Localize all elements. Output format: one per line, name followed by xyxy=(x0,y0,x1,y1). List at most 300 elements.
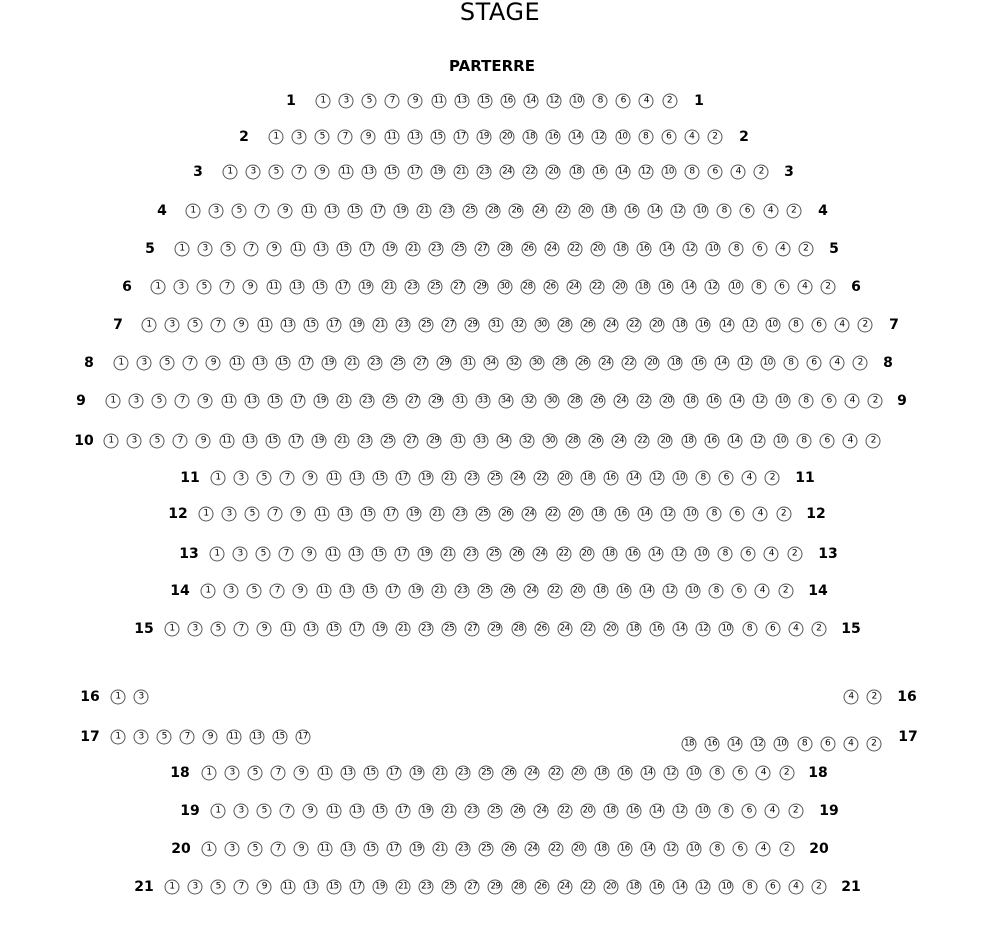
seat-row-1-6[interactable]: 6 xyxy=(616,94,631,109)
seat-row-15-23[interactable]: 23 xyxy=(419,622,434,637)
seat-row-10-2[interactable]: 2 xyxy=(866,434,881,449)
seat-row-19-24[interactable]: 24 xyxy=(534,804,549,819)
seat-row-11-6[interactable]: 6 xyxy=(719,471,734,486)
seat-row-3-12[interactable]: 12 xyxy=(638,165,653,180)
seat-row-9-14[interactable]: 14 xyxy=(729,394,744,409)
seat-row-10-30[interactable]: 30 xyxy=(542,434,557,449)
seat-row-20-9[interactable]: 9 xyxy=(294,842,309,857)
seat-row-5-23[interactable]: 23 xyxy=(429,242,444,257)
seat-row-10-9[interactable]: 9 xyxy=(196,434,211,449)
seat-row-20-12[interactable]: 12 xyxy=(664,842,679,857)
seat-row-14-14[interactable]: 14 xyxy=(639,584,654,599)
seat-row-14-18[interactable]: 18 xyxy=(593,584,608,599)
seat-row-12-15[interactable]: 15 xyxy=(360,507,375,522)
seat-row-4-18[interactable]: 18 xyxy=(601,204,616,219)
seat-row-8-3[interactable]: 3 xyxy=(137,356,152,371)
seat-row-8-28[interactable]: 28 xyxy=(552,356,567,371)
seat-row-8-21[interactable]: 21 xyxy=(345,356,360,371)
seat-row-4-19[interactable]: 19 xyxy=(393,204,408,219)
seat-row-14-25[interactable]: 25 xyxy=(478,584,493,599)
seat-row-18-17[interactable]: 17 xyxy=(386,766,401,781)
seat-row-9-33[interactable]: 33 xyxy=(475,394,490,409)
seat-row-13-18[interactable]: 18 xyxy=(602,547,617,562)
seat-row-19-2[interactable]: 2 xyxy=(788,804,803,819)
seat-row-17-10[interactable]: 10 xyxy=(774,737,789,752)
seat-row-5-5[interactable]: 5 xyxy=(221,242,236,257)
seat-row-15-18[interactable]: 18 xyxy=(627,622,642,637)
seat-row-21-24[interactable]: 24 xyxy=(557,880,572,895)
seat-row-21-4[interactable]: 4 xyxy=(788,880,803,895)
seat-row-12-9[interactable]: 9 xyxy=(291,507,306,522)
seat-row-12-4[interactable]: 4 xyxy=(753,507,768,522)
seat-row-21-8[interactable]: 8 xyxy=(742,880,757,895)
seat-row-17-1[interactable]: 1 xyxy=(111,730,126,745)
seat-row-7-28[interactable]: 28 xyxy=(557,318,572,333)
seat-row-17-16[interactable]: 16 xyxy=(705,737,720,752)
seat-row-11-24[interactable]: 24 xyxy=(511,471,526,486)
seat-row-11-13[interactable]: 13 xyxy=(349,471,364,486)
seat-row-6-14[interactable]: 14 xyxy=(682,280,697,295)
seat-row-21-6[interactable]: 6 xyxy=(765,880,780,895)
seat-row-15-15[interactable]: 15 xyxy=(326,622,341,637)
seat-row-4-23[interactable]: 23 xyxy=(440,204,455,219)
seat-row-8-34[interactable]: 34 xyxy=(483,356,498,371)
seat-row-1-1[interactable]: 1 xyxy=(316,94,331,109)
seat-row-14-10[interactable]: 10 xyxy=(686,584,701,599)
seat-row-5-8[interactable]: 8 xyxy=(729,242,744,257)
seat-row-17-17[interactable]: 17 xyxy=(295,730,310,745)
seat-row-11-14[interactable]: 14 xyxy=(626,471,641,486)
seat-row-15-20[interactable]: 20 xyxy=(603,622,618,637)
seat-row-9-6[interactable]: 6 xyxy=(822,394,837,409)
seat-row-20-15[interactable]: 15 xyxy=(363,842,378,857)
seat-row-19-11[interactable]: 11 xyxy=(326,804,341,819)
seat-row-4-12[interactable]: 12 xyxy=(671,204,686,219)
seat-row-6-4[interactable]: 4 xyxy=(797,280,812,295)
seat-row-14-13[interactable]: 13 xyxy=(339,584,354,599)
seat-row-10-20[interactable]: 20 xyxy=(658,434,673,449)
seat-row-8-11[interactable]: 11 xyxy=(229,356,244,371)
seat-row-6-12[interactable]: 12 xyxy=(705,280,720,295)
seat-row-14-20[interactable]: 20 xyxy=(570,584,585,599)
seat-row-6-10[interactable]: 10 xyxy=(728,280,743,295)
seat-row-1-11[interactable]: 11 xyxy=(431,94,446,109)
seat-row-14-24[interactable]: 24 xyxy=(524,584,539,599)
seat-row-11-1[interactable]: 1 xyxy=(211,471,226,486)
seat-row-4-28[interactable]: 28 xyxy=(486,204,501,219)
seat-row-18-12[interactable]: 12 xyxy=(664,766,679,781)
seat-row-12-19[interactable]: 19 xyxy=(406,507,421,522)
seat-row-5-11[interactable]: 11 xyxy=(290,242,305,257)
seat-row-12-26[interactable]: 26 xyxy=(499,507,514,522)
seat-row-17-6[interactable]: 6 xyxy=(820,737,835,752)
seat-row-9-11[interactable]: 11 xyxy=(221,394,236,409)
seat-row-9-9[interactable]: 9 xyxy=(198,394,213,409)
seat-row-13-15[interactable]: 15 xyxy=(371,547,386,562)
seat-row-10-1[interactable]: 1 xyxy=(104,434,119,449)
seat-row-5-20[interactable]: 20 xyxy=(590,242,605,257)
seat-row-7-16[interactable]: 16 xyxy=(696,318,711,333)
seat-row-17-3[interactable]: 3 xyxy=(134,730,149,745)
seat-row-19-5[interactable]: 5 xyxy=(257,804,272,819)
seat-row-18-5[interactable]: 5 xyxy=(248,766,263,781)
seat-row-4-26[interactable]: 26 xyxy=(509,204,524,219)
seat-row-3-10[interactable]: 10 xyxy=(661,165,676,180)
seat-row-9-3[interactable]: 3 xyxy=(129,394,144,409)
seat-row-2-16[interactable]: 16 xyxy=(546,130,561,145)
seat-row-13-16[interactable]: 16 xyxy=(625,547,640,562)
seat-row-18-13[interactable]: 13 xyxy=(340,766,355,781)
seat-row-5-6[interactable]: 6 xyxy=(752,242,767,257)
seat-row-18-7[interactable]: 7 xyxy=(271,766,286,781)
seat-row-7-1[interactable]: 1 xyxy=(142,318,157,333)
seat-row-4-2[interactable]: 2 xyxy=(786,204,801,219)
seat-row-1-9[interactable]: 9 xyxy=(408,94,423,109)
seat-row-6-13[interactable]: 13 xyxy=(289,280,304,295)
seat-row-20-14[interactable]: 14 xyxy=(640,842,655,857)
seat-row-7-31[interactable]: 31 xyxy=(488,318,503,333)
seat-row-2-8[interactable]: 8 xyxy=(638,130,653,145)
seat-row-14-12[interactable]: 12 xyxy=(663,584,678,599)
seat-row-6-25[interactable]: 25 xyxy=(428,280,443,295)
seat-row-7-29[interactable]: 29 xyxy=(465,318,480,333)
seat-row-9-24[interactable]: 24 xyxy=(614,394,629,409)
seat-row-11-18[interactable]: 18 xyxy=(580,471,595,486)
seat-row-5-19[interactable]: 19 xyxy=(382,242,397,257)
seat-row-12-21[interactable]: 21 xyxy=(430,507,445,522)
seat-row-9-22[interactable]: 22 xyxy=(637,394,652,409)
seat-row-12-13[interactable]: 13 xyxy=(337,507,352,522)
seat-row-2-18[interactable]: 18 xyxy=(523,130,538,145)
seat-row-20-23[interactable]: 23 xyxy=(456,842,471,857)
seat-row-5-16[interactable]: 16 xyxy=(637,242,652,257)
seat-row-1-4[interactable]: 4 xyxy=(639,94,654,109)
seat-row-8-6[interactable]: 6 xyxy=(807,356,822,371)
seat-row-18-23[interactable]: 23 xyxy=(456,766,471,781)
seat-row-2-9[interactable]: 9 xyxy=(361,130,376,145)
seat-row-19-22[interactable]: 22 xyxy=(557,804,572,819)
seat-row-3-15[interactable]: 15 xyxy=(384,165,399,180)
seat-row-10-33[interactable]: 33 xyxy=(473,434,488,449)
seat-row-1-2[interactable]: 2 xyxy=(662,94,677,109)
seat-row-9-26[interactable]: 26 xyxy=(591,394,606,409)
seat-row-3-23[interactable]: 23 xyxy=(477,165,492,180)
seat-row-21-15[interactable]: 15 xyxy=(326,880,341,895)
seat-row-10-17[interactable]: 17 xyxy=(288,434,303,449)
seat-row-9-19[interactable]: 19 xyxy=(313,394,328,409)
seat-row-10-32[interactable]: 32 xyxy=(519,434,534,449)
seat-row-3-7[interactable]: 7 xyxy=(292,165,307,180)
seat-row-4-4[interactable]: 4 xyxy=(763,204,778,219)
seat-row-12-14[interactable]: 14 xyxy=(637,507,652,522)
seat-row-1-5[interactable]: 5 xyxy=(362,94,377,109)
seat-row-7-3[interactable]: 3 xyxy=(165,318,180,333)
seat-row-12-23[interactable]: 23 xyxy=(453,507,468,522)
seat-row-7-24[interactable]: 24 xyxy=(604,318,619,333)
seat-row-11-7[interactable]: 7 xyxy=(280,471,295,486)
seat-row-10-12[interactable]: 12 xyxy=(750,434,765,449)
seat-row-12-12[interactable]: 12 xyxy=(661,507,676,522)
seat-row-5-1[interactable]: 1 xyxy=(175,242,190,257)
seat-row-14-15[interactable]: 15 xyxy=(362,584,377,599)
seat-row-8-29[interactable]: 29 xyxy=(437,356,452,371)
seat-row-9-4[interactable]: 4 xyxy=(845,394,860,409)
seat-row-9-21[interactable]: 21 xyxy=(337,394,352,409)
seat-row-15-13[interactable]: 13 xyxy=(303,622,318,637)
seat-row-11-17[interactable]: 17 xyxy=(395,471,410,486)
seat-row-1-7[interactable]: 7 xyxy=(385,94,400,109)
seat-row-17-5[interactable]: 5 xyxy=(157,730,172,745)
seat-row-21-20[interactable]: 20 xyxy=(603,880,618,895)
seat-row-7-27[interactable]: 27 xyxy=(442,318,457,333)
seat-row-8-19[interactable]: 19 xyxy=(321,356,336,371)
seat-row-11-20[interactable]: 20 xyxy=(557,471,572,486)
seat-row-3-8[interactable]: 8 xyxy=(685,165,700,180)
seat-row-11-15[interactable]: 15 xyxy=(372,471,387,486)
seat-row-7-11[interactable]: 11 xyxy=(257,318,272,333)
seat-row-10-27[interactable]: 27 xyxy=(404,434,419,449)
seat-row-1-14[interactable]: 14 xyxy=(523,94,538,109)
seat-row-3-20[interactable]: 20 xyxy=(546,165,561,180)
seat-row-1-13[interactable]: 13 xyxy=(454,94,469,109)
seat-row-20-22[interactable]: 22 xyxy=(548,842,563,857)
seat-row-2-13[interactable]: 13 xyxy=(407,130,422,145)
seat-row-17-15[interactable]: 15 xyxy=(272,730,287,745)
seat-row-18-11[interactable]: 11 xyxy=(317,766,332,781)
seat-row-7-14[interactable]: 14 xyxy=(719,318,734,333)
seat-row-10-26[interactable]: 26 xyxy=(589,434,604,449)
seat-row-9-34[interactable]: 34 xyxy=(498,394,513,409)
seat-row-10-22[interactable]: 22 xyxy=(635,434,650,449)
seat-row-9-1[interactable]: 1 xyxy=(106,394,121,409)
seat-row-9-7[interactable]: 7 xyxy=(175,394,190,409)
seat-row-10-28[interactable]: 28 xyxy=(566,434,581,449)
seat-row-15-25[interactable]: 25 xyxy=(442,622,457,637)
seat-row-2-3[interactable]: 3 xyxy=(292,130,307,145)
seat-row-17-13[interactable]: 13 xyxy=(249,730,264,745)
seat-row-5-24[interactable]: 24 xyxy=(544,242,559,257)
seat-row-21-5[interactable]: 5 xyxy=(211,880,226,895)
seat-row-18-22[interactable]: 22 xyxy=(548,766,563,781)
seat-row-7-13[interactable]: 13 xyxy=(280,318,295,333)
seat-row-10-34[interactable]: 34 xyxy=(496,434,511,449)
seat-row-6-24[interactable]: 24 xyxy=(566,280,581,295)
seat-row-9-20[interactable]: 20 xyxy=(660,394,675,409)
seat-row-4-22[interactable]: 22 xyxy=(555,204,570,219)
seat-row-6-18[interactable]: 18 xyxy=(636,280,651,295)
seat-row-1-3[interactable]: 3 xyxy=(339,94,354,109)
seat-row-19-6[interactable]: 6 xyxy=(742,804,757,819)
seat-row-7-12[interactable]: 12 xyxy=(742,318,757,333)
seat-row-12-3[interactable]: 3 xyxy=(222,507,237,522)
seat-row-7-5[interactable]: 5 xyxy=(188,318,203,333)
seat-row-15-3[interactable]: 3 xyxy=(188,622,203,637)
seat-row-8-10[interactable]: 10 xyxy=(760,356,775,371)
seat-row-11-22[interactable]: 22 xyxy=(534,471,549,486)
seat-row-15-21[interactable]: 21 xyxy=(396,622,411,637)
seat-row-4-25[interactable]: 25 xyxy=(463,204,478,219)
seat-row-17-8[interactable]: 8 xyxy=(797,737,812,752)
seat-row-8-9[interactable]: 9 xyxy=(206,356,221,371)
seat-row-6-22[interactable]: 22 xyxy=(589,280,604,295)
seat-row-14-26[interactable]: 26 xyxy=(501,584,516,599)
seat-row-20-1[interactable]: 1 xyxy=(202,842,217,857)
seat-row-7-4[interactable]: 4 xyxy=(835,318,850,333)
seat-row-20-20[interactable]: 20 xyxy=(571,842,586,857)
seat-row-7-20[interactable]: 20 xyxy=(650,318,665,333)
seat-row-21-18[interactable]: 18 xyxy=(627,880,642,895)
seat-row-3-3[interactable]: 3 xyxy=(246,165,261,180)
seat-row-15-6[interactable]: 6 xyxy=(765,622,780,637)
seat-row-17-14[interactable]: 14 xyxy=(728,737,743,752)
seat-row-2-14[interactable]: 14 xyxy=(569,130,584,145)
seat-row-14-3[interactable]: 3 xyxy=(224,584,239,599)
seat-row-10-19[interactable]: 19 xyxy=(311,434,326,449)
seat-row-11-9[interactable]: 9 xyxy=(303,471,318,486)
seat-row-14-23[interactable]: 23 xyxy=(455,584,470,599)
seat-row-3-19[interactable]: 19 xyxy=(430,165,445,180)
seat-row-5-14[interactable]: 14 xyxy=(660,242,675,257)
seat-row-17-18[interactable]: 18 xyxy=(682,737,697,752)
seat-row-20-10[interactable]: 10 xyxy=(687,842,702,857)
seat-row-19-23[interactable]: 23 xyxy=(465,804,480,819)
seat-row-10-13[interactable]: 13 xyxy=(242,434,257,449)
seat-row-19-20[interactable]: 20 xyxy=(580,804,595,819)
seat-row-6-9[interactable]: 9 xyxy=(243,280,258,295)
seat-row-5-21[interactable]: 21 xyxy=(406,242,421,257)
seat-row-11-2[interactable]: 2 xyxy=(765,471,780,486)
seat-row-7-30[interactable]: 30 xyxy=(534,318,549,333)
seat-row-6-3[interactable]: 3 xyxy=(174,280,189,295)
seat-row-14-2[interactable]: 2 xyxy=(778,584,793,599)
seat-row-7-26[interactable]: 26 xyxy=(580,318,595,333)
seat-row-2-11[interactable]: 11 xyxy=(384,130,399,145)
seat-row-21-17[interactable]: 17 xyxy=(349,880,364,895)
seat-row-9-30[interactable]: 30 xyxy=(544,394,559,409)
seat-row-7-21[interactable]: 21 xyxy=(373,318,388,333)
seat-row-13-26[interactable]: 26 xyxy=(510,547,525,562)
seat-row-10-18[interactable]: 18 xyxy=(681,434,696,449)
seat-row-3-17[interactable]: 17 xyxy=(407,165,422,180)
seat-row-7-10[interactable]: 10 xyxy=(765,318,780,333)
seat-row-9-12[interactable]: 12 xyxy=(752,394,767,409)
seat-row-11-16[interactable]: 16 xyxy=(603,471,618,486)
seat-row-8-25[interactable]: 25 xyxy=(391,356,406,371)
seat-row-12-11[interactable]: 11 xyxy=(314,507,329,522)
seat-row-21-22[interactable]: 22 xyxy=(580,880,595,895)
seat-row-18-2[interactable]: 2 xyxy=(779,766,794,781)
seat-row-8-17[interactable]: 17 xyxy=(298,356,313,371)
seat-row-3-11[interactable]: 11 xyxy=(338,165,353,180)
seat-row-6-1[interactable]: 1 xyxy=(151,280,166,295)
seat-row-14-6[interactable]: 6 xyxy=(732,584,747,599)
seat-row-4-15[interactable]: 15 xyxy=(347,204,362,219)
seat-row-18-14[interactable]: 14 xyxy=(640,766,655,781)
seat-row-13-17[interactable]: 17 xyxy=(394,547,409,562)
seat-row-11-3[interactable]: 3 xyxy=(234,471,249,486)
seat-row-4-10[interactable]: 10 xyxy=(694,204,709,219)
seat-row-21-9[interactable]: 9 xyxy=(257,880,272,895)
seat-row-21-29[interactable]: 29 xyxy=(488,880,503,895)
seat-row-20-6[interactable]: 6 xyxy=(733,842,748,857)
seat-row-19-1[interactable]: 1 xyxy=(211,804,226,819)
seat-row-7-7[interactable]: 7 xyxy=(211,318,226,333)
seat-row-5-17[interactable]: 17 xyxy=(359,242,374,257)
seat-row-13-10[interactable]: 10 xyxy=(695,547,710,562)
seat-row-5-2[interactable]: 2 xyxy=(798,242,813,257)
seat-row-8-31[interactable]: 31 xyxy=(460,356,475,371)
seat-row-12-18[interactable]: 18 xyxy=(591,507,606,522)
seat-row-14-5[interactable]: 5 xyxy=(247,584,262,599)
seat-row-2-20[interactable]: 20 xyxy=(500,130,515,145)
seat-row-7-18[interactable]: 18 xyxy=(673,318,688,333)
seat-row-6-19[interactable]: 19 xyxy=(358,280,373,295)
seat-row-11-19[interactable]: 19 xyxy=(418,471,433,486)
seat-row-16-4[interactable]: 4 xyxy=(844,690,859,705)
seat-row-2-12[interactable]: 12 xyxy=(592,130,607,145)
seat-row-14-8[interactable]: 8 xyxy=(709,584,724,599)
seat-row-8-13[interactable]: 13 xyxy=(252,356,267,371)
seat-row-10-7[interactable]: 7 xyxy=(173,434,188,449)
seat-row-9-27[interactable]: 27 xyxy=(406,394,421,409)
seat-row-8-18[interactable]: 18 xyxy=(668,356,683,371)
seat-row-20-21[interactable]: 21 xyxy=(433,842,448,857)
seat-row-3-14[interactable]: 14 xyxy=(615,165,630,180)
seat-row-8-30[interactable]: 30 xyxy=(529,356,544,371)
seat-row-11-4[interactable]: 4 xyxy=(742,471,757,486)
seat-row-4-6[interactable]: 6 xyxy=(740,204,755,219)
seat-row-18-1[interactable]: 1 xyxy=(202,766,217,781)
seat-row-9-17[interactable]: 17 xyxy=(290,394,305,409)
seat-row-9-15[interactable]: 15 xyxy=(267,394,282,409)
seat-row-12-16[interactable]: 16 xyxy=(614,507,629,522)
seat-row-13-12[interactable]: 12 xyxy=(672,547,687,562)
seat-row-13-13[interactable]: 13 xyxy=(348,547,363,562)
seat-row-10-25[interactable]: 25 xyxy=(381,434,396,449)
seat-row-20-16[interactable]: 16 xyxy=(617,842,632,857)
seat-row-4-13[interactable]: 13 xyxy=(324,204,339,219)
seat-row-7-6[interactable]: 6 xyxy=(811,318,826,333)
seat-row-15-8[interactable]: 8 xyxy=(742,622,757,637)
seat-row-19-14[interactable]: 14 xyxy=(649,804,664,819)
seat-row-4-5[interactable]: 5 xyxy=(232,204,247,219)
seat-row-10-24[interactable]: 24 xyxy=(612,434,627,449)
seat-row-3-9[interactable]: 9 xyxy=(315,165,330,180)
seat-row-16-2[interactable]: 2 xyxy=(867,690,882,705)
seat-row-20-24[interactable]: 24 xyxy=(525,842,540,857)
seat-row-13-14[interactable]: 14 xyxy=(648,547,663,562)
seat-row-1-16[interactable]: 16 xyxy=(500,94,515,109)
seat-row-12-7[interactable]: 7 xyxy=(268,507,283,522)
seat-row-8-5[interactable]: 5 xyxy=(160,356,175,371)
seat-row-3-24[interactable]: 24 xyxy=(500,165,515,180)
seat-row-13-4[interactable]: 4 xyxy=(764,547,779,562)
seat-row-12-24[interactable]: 24 xyxy=(522,507,537,522)
seat-row-17-2[interactable]: 2 xyxy=(866,737,881,752)
seat-row-15-10[interactable]: 10 xyxy=(719,622,734,637)
seat-row-12-17[interactable]: 17 xyxy=(383,507,398,522)
seat-row-9-5[interactable]: 5 xyxy=(152,394,167,409)
seat-row-5-18[interactable]: 18 xyxy=(613,242,628,257)
seat-row-10-11[interactable]: 11 xyxy=(219,434,234,449)
seat-row-15-14[interactable]: 14 xyxy=(673,622,688,637)
seat-row-3-21[interactable]: 21 xyxy=(454,165,469,180)
seat-row-9-2[interactable]: 2 xyxy=(868,394,883,409)
seat-row-2-7[interactable]: 7 xyxy=(338,130,353,145)
seat-row-13-20[interactable]: 20 xyxy=(579,547,594,562)
seat-row-21-2[interactable]: 2 xyxy=(811,880,826,895)
seat-row-21-27[interactable]: 27 xyxy=(465,880,480,895)
